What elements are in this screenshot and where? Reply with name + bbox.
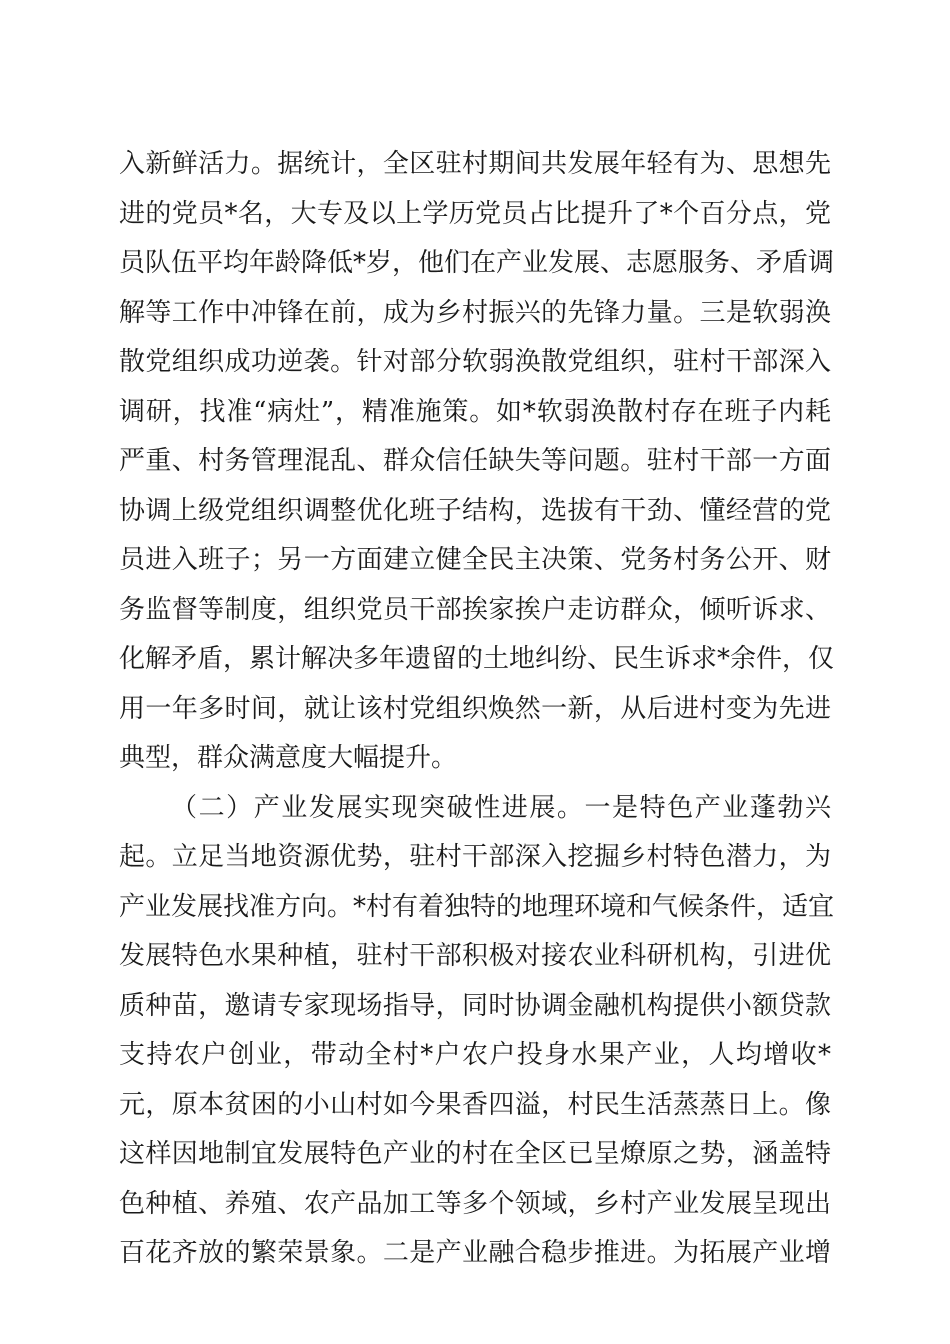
body-text — [119, 140, 835, 1279]
text-line: 这样因地制宜发展特色产业的村在全区已呈燎原之势，涵盖特 — [119, 1139, 831, 1169]
text-line: 协调上级党组织调整优化班子结构，选拔有干劲、懂经营的党 — [119, 495, 831, 526]
text-line: 严重、村务管理混乱、群众信任缺失等问题。驻村干部一方面 — [119, 446, 831, 476]
paragraph-2 — [119, 784, 835, 1279]
text-line: 发展特色水果种植，驻村干部积极对接农业科研机构，引进优 — [119, 941, 831, 971]
text-line: 散党组织成功逆袭。针对部分软弱涣散党组织，驻村干部深入 — [119, 347, 831, 377]
text-line: 调研，找准“病灶”，精准施策。如*软弱涣散村存在班子内耗 — [119, 396, 831, 427]
text-line: 色种植、养殖、农产品加工等多个领域，乡村产业发展呈现出 — [119, 1188, 831, 1219]
text-line: 进的党员*名，大专及以上学历党员占比提升了*个百分点，党 — [119, 198, 831, 229]
text-line: 百花齐放的繁荣景象。二是产业融合稳步推进。为拓展产业增 — [119, 1238, 831, 1268]
text-line: 产业发展找准方向。*村有着独特的地理环境和气候条件，适宜 — [119, 891, 835, 922]
text-line: 员队伍平均年龄降低*岁，他们在产业发展、志愿服务、矛盾调 — [119, 248, 835, 278]
text-line: 起。立足当地资源优势，驻村干部深入挖掘乡村特色潜力，为 — [119, 842, 831, 872]
text-line: 元，原本贫困的小山村如今果香四溢，村民生活蒸蒸日上。像 — [119, 1089, 831, 1120]
section-heading-line: （二）产业发展实现突破性进展。一是特色产业蓬勃兴 — [171, 792, 831, 823]
text-line: 务监督等制度，组织党员干部挨家挨户走访群众，倾听诉求、 — [119, 594, 831, 625]
text-line: 员进入班子；另一方面建立健全民主决策、党务村务公开、财 — [119, 545, 831, 575]
text-line: 支持农户创业，带动全村*户农户投身水果产业，人均增收* — [119, 1040, 831, 1070]
text-line: 用一年多时间，就让该村党组织焕然一新，从后进村变为先进 — [119, 693, 831, 724]
text-line: 入新鲜活力。据统计，全区驻村期间共发展年轻有为、思想先 — [119, 149, 831, 179]
text-line: 化解矛盾，累计解决多年遗留的土地纠纷、民生诉求*余件，仅 — [119, 644, 835, 674]
text-line: 典型，群众满意度大幅提升。 — [119, 743, 458, 773]
text-line: 解等工作中冲锋在前，成为乡村振兴的先锋力量。三是软弱涣 — [119, 297, 831, 328]
text-line: 质种苗，邀请专家现场指导，同时协调金融机构提供小额贷款 — [119, 990, 831, 1021]
paragraph-1 — [119, 140, 835, 784]
